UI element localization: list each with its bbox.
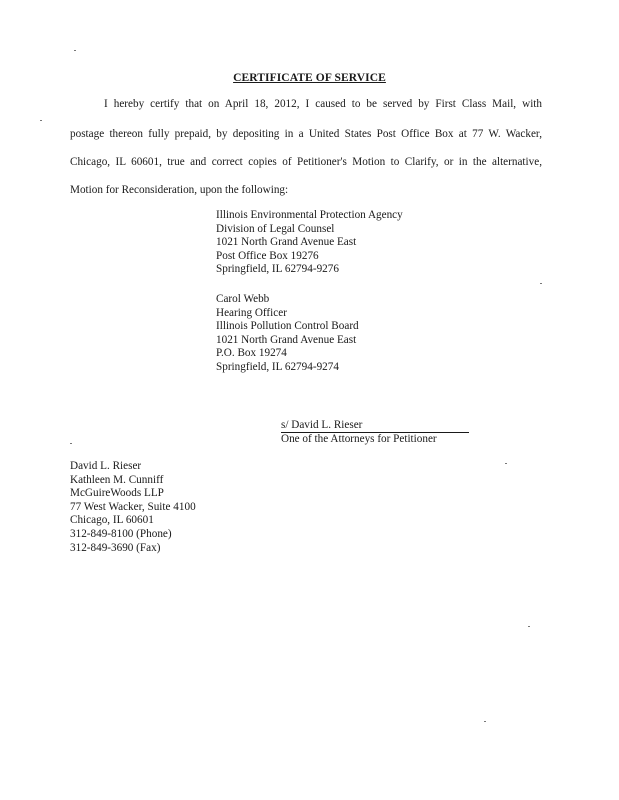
recipient-2-line: Hearing Officer [216, 306, 287, 319]
counsel-line: Kathleen M. Cunniff [70, 473, 164, 486]
document-title: CERTIFICATE OF SERVICE [233, 72, 386, 84]
paragraph-line-1: I hereby certify that on April 18, 2012, I caused to be served by First Class Mail, with [104, 98, 542, 110]
signature-block [281, 419, 469, 446]
recipient-address-2 [216, 293, 359, 375]
counsel-line: David L. Rieser [70, 460, 142, 472]
recipient-2-line: P.O. Box 19274 [216, 347, 287, 360]
recipient-2-line: 1021 North Grand Avenue East [216, 333, 357, 346]
scan-speck [74, 50, 76, 51]
counsel-line: 77 West Wacker, Suite 4100 [70, 500, 196, 513]
recipient-2-line: Springfield, IL 62794-9274 [216, 360, 339, 373]
recipient-2-line: Illinois Pollution Control Board [216, 320, 359, 333]
scan-speck [40, 120, 42, 121]
counsel-line: 312-849-3690 (Fax) [70, 541, 161, 554]
recipient-1-line: Post Office Box 19276 [216, 249, 319, 262]
scan-speck [484, 721, 486, 722]
counsel-contact-block [70, 460, 196, 555]
scan-speck [505, 463, 507, 464]
recipient-2-line: Carol Webb [216, 293, 270, 305]
recipient-1-line: Division of Legal Counsel [216, 222, 335, 235]
counsel-line: McGuireWoods LLP [70, 487, 164, 500]
signature-role: One of the Attorneys for Petitioner [281, 432, 437, 445]
counsel-line: Chicago, IL 60601 [70, 514, 154, 527]
recipient-1-line: 1021 North Grand Avenue East [216, 236, 357, 249]
scan-speck [528, 626, 530, 627]
counsel-line: 312-849-8100 (Phone) [70, 527, 172, 540]
recipient-1-line: Springfield, IL 62794-9276 [216, 263, 339, 276]
paragraph-line-2: postage thereon fully prepaid, by depositing in a United States Post Office Box at 77 W. Wacker, [70, 128, 542, 140]
recipient-1-line: Illinois Environmental Protection Agency [216, 209, 403, 221]
paragraph-line-4: Motion for Reconsideration, upon the following: [70, 184, 289, 196]
scan-speck [70, 443, 72, 444]
scan-speck [540, 283, 542, 284]
recipient-address-1 [216, 209, 403, 277]
signature-line: s/ David L. Rieser [281, 419, 469, 433]
paragraph-line-3: Chicago, IL 60601, true and correct copies of Petitioner's Motion to Clarify, or in the alternative, [70, 156, 542, 168]
